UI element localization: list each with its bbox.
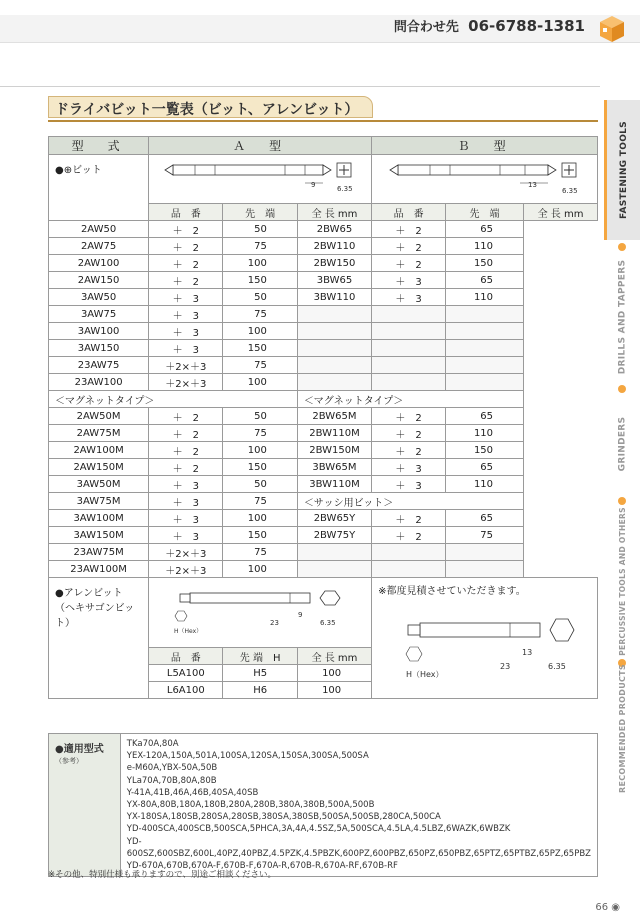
table-header-row — [49, 137, 598, 155]
models-label: ●適用型式（参考） — [49, 734, 121, 876]
table-cell: 65 — [446, 272, 524, 289]
side-tab-fastening[interactable]: FASTENING TOOLS — [604, 100, 640, 240]
table-cell: 75 — [223, 544, 297, 561]
part-header: 品 番 — [149, 204, 223, 221]
table-row — [49, 221, 598, 238]
table-cell: 50 — [223, 221, 297, 238]
blank-cell — [446, 323, 524, 340]
side-tab-percussive[interactable]: PERCUSSIVE TOOLS AND OTHERS — [604, 506, 640, 656]
part-header: 品 番 — [372, 204, 446, 221]
table-cell: ＋ 3 — [149, 340, 223, 357]
section-label: ＜サッシ用ビット＞ — [297, 493, 523, 510]
blank-cell — [372, 561, 446, 578]
section-label: ＜マグネットタイプ＞ — [49, 391, 298, 408]
blank-cell — [372, 306, 446, 323]
blank-cell — [297, 340, 371, 357]
blank-cell — [446, 306, 524, 323]
table-cell: ＋ 3 — [149, 527, 223, 544]
table-cell: 2BW110 — [297, 238, 371, 255]
applicable-models — [48, 733, 598, 877]
table-cell: 2BW150M — [297, 442, 371, 459]
col-type-header: 型 式 — [49, 137, 149, 155]
table-cell: 65 — [446, 221, 524, 238]
svg-text:6.35: 6.35 — [561, 187, 578, 195]
table-row — [49, 289, 598, 306]
model-line: YD-670A,670B,670A-F,670B-F,670A-R,670B-R,670A-RF,670B-RF — [126, 861, 398, 872]
length-header: 全 長 mm — [297, 204, 371, 221]
table-row: L5A100 H5 100 — [49, 665, 598, 682]
model-line: TKa70A,80A — [126, 739, 179, 749]
table-cell: 3BW110 — [297, 289, 371, 306]
table-cell: ＋ 2 — [372, 221, 446, 238]
table-cell: 3AW50M — [49, 476, 149, 493]
svg-text:13: 13 — [527, 181, 537, 189]
table-row — [49, 323, 598, 340]
contact-label: 問合わせ先 — [393, 20, 459, 35]
table-cell: 2AW100 — [49, 255, 149, 272]
table-cell: 50 — [223, 408, 297, 425]
table-cell: 65 — [446, 510, 524, 527]
table-cell: 3BW110M — [297, 476, 371, 493]
table-cell: 75 — [223, 425, 297, 442]
table-cell: 110 — [446, 289, 524, 306]
table-cell: 75 — [223, 357, 297, 374]
blank-cell — [372, 323, 446, 340]
side-tab-drills[interactable]: DRILLS AND TAPPERS — [604, 252, 640, 382]
table-cell: 150 — [223, 272, 297, 289]
svg-text:9: 9 — [311, 181, 316, 189]
allen-part-header: 品 番 — [149, 648, 223, 665]
table-cell: ＋ 3 — [149, 289, 223, 306]
svg-text:23: 23 — [499, 662, 510, 671]
table-cell: 2AW150 — [49, 272, 149, 289]
table-cell: ＋ 2 — [372, 442, 446, 459]
header-divider — [0, 86, 600, 87]
table-cell: 100 — [223, 442, 297, 459]
col-a-header: Ａ 型 — [149, 137, 372, 155]
table-cell: 3AW75M — [49, 493, 149, 510]
model-line: e-M60A,YBX-50A,50B — [126, 763, 218, 774]
table-cell: 75 — [446, 527, 524, 544]
table-cell: 2AW75 — [49, 238, 149, 255]
table-cell: ＋ 3 — [149, 510, 223, 527]
contact-info — [394, 16, 585, 35]
table-cell: 150 — [446, 255, 524, 272]
side-tab-grinders[interactable]: GRINDERS — [604, 394, 640, 494]
table-row — [49, 374, 598, 391]
table-cell: 2AW150M — [49, 459, 149, 476]
svg-text:H（Hex）: H（Hex） — [174, 627, 203, 635]
table-cell: ＋2×＋3 — [149, 544, 223, 561]
side-tab-dot-icon — [618, 497, 626, 505]
table-row — [49, 544, 598, 561]
table-row — [49, 493, 598, 510]
table-cell: 150 — [223, 459, 297, 476]
blank-cell — [446, 561, 524, 578]
table-cell: ＋ 2 — [149, 221, 223, 238]
page-title: ドライバビット一覧表（ビット、アレンビット） — [48, 96, 373, 118]
b-bit-drawing-icon — [380, 155, 590, 203]
table-cell: 65 — [446, 408, 524, 425]
table-cell: 50 — [223, 289, 297, 306]
table-cell: ＋ 3 — [149, 323, 223, 340]
table-cell: ＋ 2 — [149, 255, 223, 272]
table-cell: ＋ 2 — [372, 527, 446, 544]
table-cell: ＋ 2 — [149, 459, 223, 476]
table-cell: ＋ 3 — [149, 493, 223, 510]
table-cell: 2BW65M — [297, 408, 371, 425]
table-cell: 3BW65 — [297, 272, 371, 289]
model-line: YX-80A,80B,180A,180B,280A,280B,380A,380B,500A,500B — [126, 800, 375, 811]
svg-text:6.35: 6.35 — [320, 618, 336, 627]
model-line: YD-400SCA,400SCB,500SCA,5PHCA,3A,4A,4.5SZ,5A,500SCA,4.5LA,4.5LBZ,6WAZK,6WBZK — [126, 824, 511, 835]
cubes-logo-icon — [598, 14, 626, 44]
table-row — [49, 255, 598, 272]
table-cell: 23AW75M — [49, 544, 149, 561]
models-list — [121, 734, 597, 876]
table-cell: 2BW150 — [297, 255, 371, 272]
table-cell: 2AW50 — [49, 221, 149, 238]
table-cell: 100 — [223, 510, 297, 527]
length-header: 全 長 mm — [524, 204, 598, 221]
table-row — [49, 238, 598, 255]
table-cell: ＋ 3 — [149, 476, 223, 493]
model-line: YX-180SA,180SB,280SA,280SB,380SA,380SB,500SA,500SB,280CA,500CA — [126, 812, 441, 823]
footer-note: ※その他、特別仕様も承りますので、別途ご相談ください。 — [48, 870, 276, 880]
table-cell: ＋ 2 — [149, 442, 223, 459]
table-cell: ＋ 3 — [372, 272, 446, 289]
table-cell: 23AW75 — [49, 357, 149, 374]
b-type-diagram — [372, 155, 598, 204]
blank-cell — [446, 374, 524, 391]
svg-text:13: 13 — [521, 648, 532, 657]
table-cell: 23AW100M — [49, 561, 149, 578]
table-row — [49, 476, 598, 493]
table-row — [49, 272, 598, 289]
table-row — [49, 442, 598, 459]
side-tab-dot-icon — [618, 385, 626, 393]
svg-text:9: 9 — [298, 610, 303, 619]
plus-bit-diagram-row — [49, 155, 598, 204]
table-cell: 3AW100 — [49, 323, 149, 340]
table-row — [49, 561, 598, 578]
table-cell: 100 — [223, 323, 297, 340]
side-tab-dot-icon — [618, 243, 626, 251]
blank-cell — [446, 544, 524, 561]
table-cell: 110 — [446, 425, 524, 442]
table-cell: 3AW100M — [49, 510, 149, 527]
tip-header: 先 端 — [446, 204, 524, 221]
table-cell: 110 — [446, 476, 524, 493]
svg-text:6.35: 6.35 — [547, 662, 566, 671]
blank-cell — [297, 323, 371, 340]
table-row: L6A100 H6 100 — [49, 682, 598, 699]
table-cell: 3AW150 — [49, 340, 149, 357]
table-row — [49, 391, 598, 408]
table-row — [49, 527, 598, 544]
blank-cell — [297, 357, 371, 374]
table-cell: 75 — [223, 238, 297, 255]
table-cell: ＋ 2 — [372, 255, 446, 272]
table-row — [49, 306, 598, 323]
table-cell: ＋ 3 — [149, 306, 223, 323]
table-cell: ＋2×＋3 — [149, 374, 223, 391]
table-cell: 3AW50 — [49, 289, 149, 306]
table-cell: 100 — [223, 561, 297, 578]
table-row — [49, 357, 598, 374]
allen-bit-drawing-icon — [160, 581, 360, 645]
title-underline — [48, 120, 598, 122]
table-cell: 23AW100 — [49, 374, 149, 391]
table-cell: ＋ 3 — [372, 459, 446, 476]
table-cell: ＋ 2 — [372, 510, 446, 527]
table-cell: 2BW75Y — [297, 527, 371, 544]
table-row — [49, 510, 598, 527]
blank-cell — [372, 544, 446, 561]
blank-cell — [446, 357, 524, 374]
blank-cell — [297, 374, 371, 391]
plus-bit-label: ●⊕ビット — [49, 155, 149, 221]
table-cell: 3BW65M — [297, 459, 371, 476]
quote-note: ※都度見積させていただきます。 — [378, 586, 526, 597]
svg-text:23: 23 — [270, 618, 280, 627]
table-cell: 150 — [223, 340, 297, 357]
model-line: YLa70A,70B,80A,80B — [126, 775, 217, 786]
allen-bit-diagram-row — [49, 578, 598, 648]
allen-tip-header: 先 端 H — [223, 648, 297, 665]
a-bit-drawing-icon — [155, 155, 365, 203]
table-cell: 150 — [446, 442, 524, 459]
table-cell: 3AW75 — [49, 306, 149, 323]
table-cell: 2BW65Y — [297, 510, 371, 527]
phone-number[interactable]: 06-6788-1381 — [468, 17, 585, 35]
table-cell: ＋ 2 — [372, 408, 446, 425]
table-cell: 2AW75M — [49, 425, 149, 442]
table-cell: 100 — [223, 374, 297, 391]
table-cell: 2BW65 — [297, 221, 371, 238]
blank-cell — [297, 544, 371, 561]
blank-cell — [297, 306, 371, 323]
a-type-diagram — [149, 155, 372, 204]
page-number: 66 ◉ — [595, 902, 620, 913]
table-cell: ＋ 2 — [149, 238, 223, 255]
table-cell: ＋ 3 — [372, 476, 446, 493]
allen-a-diagram — [149, 578, 372, 648]
tip-header: 先 端 — [223, 204, 297, 221]
allen-length-header: 全 長 mm — [297, 648, 371, 665]
side-tabs — [604, 100, 640, 793]
table-cell: ＋ 2 — [149, 408, 223, 425]
allen-b-bit-drawing-icon — [380, 603, 590, 693]
model-line: Y-41A,41B,46A,46B,40SA,40SB — [126, 787, 259, 798]
table-cell: 110 — [446, 238, 524, 255]
table-cell: ＋2×＋3 — [149, 561, 223, 578]
side-tab-recommended[interactable]: RECOMMENDED PRODUCTS — [604, 668, 640, 788]
table-cell: 2AW50M — [49, 408, 149, 425]
bit-table — [48, 136, 598, 699]
table-cell: 2AW100M — [49, 442, 149, 459]
table-cell: 100 — [223, 255, 297, 272]
table-row — [49, 459, 598, 476]
blank-cell — [372, 340, 446, 357]
table-cell: ＋ 2 — [372, 425, 446, 442]
table-cell: 3AW150M — [49, 527, 149, 544]
blank-cell — [372, 357, 446, 374]
allen-bit-label: ●アレンビット （ヘキサゴンビット） — [49, 578, 149, 699]
model-line: YEX-120A,150A,501A,100SA,120SA,150SA,300SA,500SA — [126, 751, 369, 762]
section-label: ＜マグネットタイプ＞ — [297, 391, 523, 408]
table-row — [49, 425, 598, 442]
svg-text:6.35: 6.35 — [337, 185, 353, 193]
model-line: YD-600SZ,600SBZ,600L,40PZ,40PBZ,4.5PZK,4.5PBZK,600PZ,600PBZ,650PZ,650PBZ,65PTZ,65PTBZ,65PZ,65PBZ — [126, 836, 591, 859]
blank-cell — [446, 340, 524, 357]
svg-text:H（Hex）: H（Hex） — [405, 670, 444, 679]
table-cell: 2BW110M — [297, 425, 371, 442]
table-cell: ＋2×＋3 — [149, 357, 223, 374]
table-cell: 50 — [223, 476, 297, 493]
table-cell: 65 — [446, 459, 524, 476]
table-cell: ＋ 2 — [149, 425, 223, 442]
col-b-header: Ｂ 型 — [372, 137, 598, 155]
table-cell: 75 — [223, 493, 297, 510]
table-row — [49, 340, 598, 357]
blank-cell — [372, 374, 446, 391]
table-cell: ＋ 2 — [372, 238, 446, 255]
table-cell: ＋ 3 — [372, 289, 446, 306]
table-cell: 150 — [223, 527, 297, 544]
top-bar — [0, 0, 640, 55]
blank-cell — [297, 561, 371, 578]
table-row — [49, 408, 598, 425]
allen-b-area — [372, 578, 598, 699]
table-cell: ＋ 2 — [149, 272, 223, 289]
table-cell: 75 — [223, 306, 297, 323]
